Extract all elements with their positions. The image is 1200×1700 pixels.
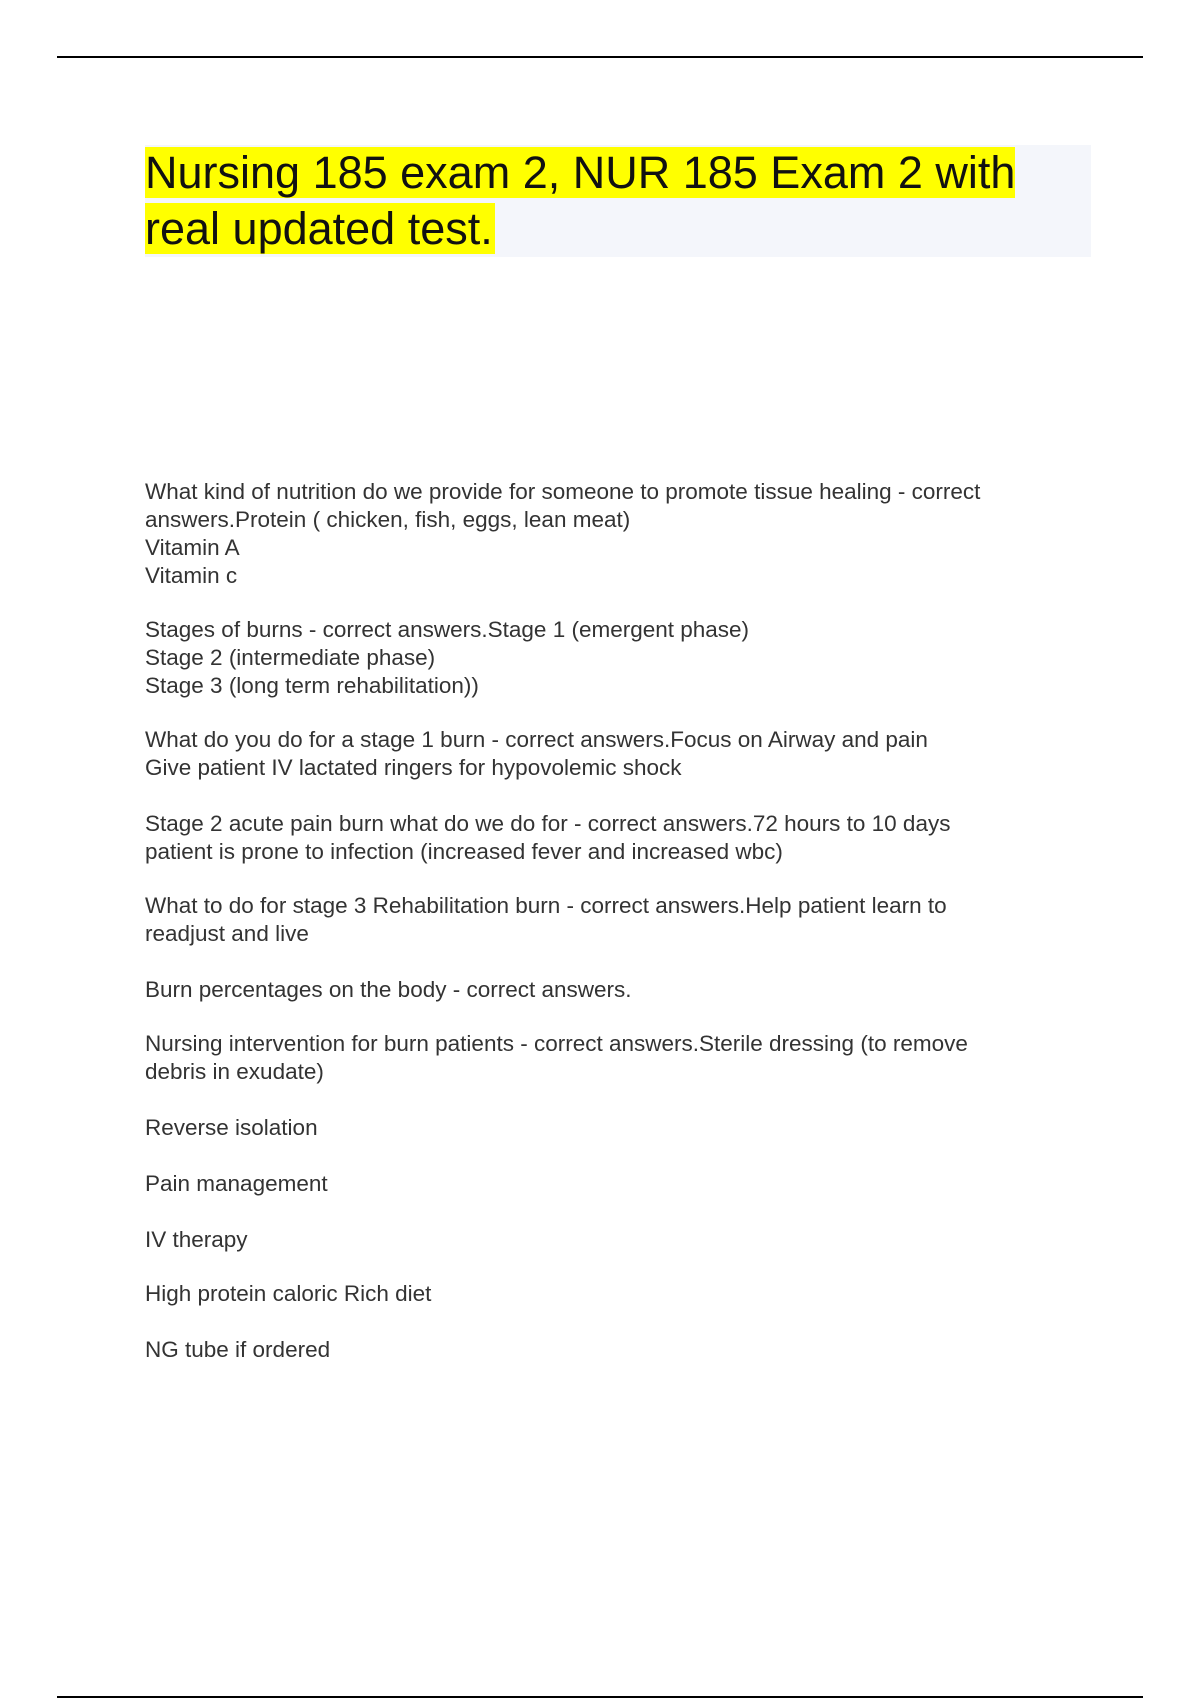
qa-entry xyxy=(145,810,1075,866)
qa-line: IV therapy xyxy=(145,1227,248,1252)
qa-entry xyxy=(145,976,1075,1004)
qa-line: Stage 2 acute pain burn what do we do for - correct answers.72 hours to 10 days xyxy=(145,811,951,836)
top-rule xyxy=(57,56,1143,58)
qa-line: Burn percentages on the body - correct answers. xyxy=(145,977,632,1002)
qa-entry xyxy=(145,1114,1075,1142)
qa-line: answers.Protein ( chicken, fish, eggs, lean meat) xyxy=(145,507,631,532)
qa-entry xyxy=(145,1336,1075,1364)
qa-entry xyxy=(145,616,1075,700)
qa-line: NG tube if ordered xyxy=(145,1337,331,1362)
qa-line: patient is prone to infection (increased fever and increased wbc) xyxy=(145,839,783,864)
qa-line: Reverse isolation xyxy=(145,1115,318,1140)
qa-line: Vitamin c xyxy=(145,563,238,588)
qa-line: Nursing intervention for burn patients - correct answers.Sterile dressing (to remove xyxy=(145,1031,968,1056)
qa-entry xyxy=(145,1226,1075,1254)
qa-content xyxy=(145,478,1075,1364)
qa-line: Stage 3 (long term rehabilitation)) xyxy=(145,673,479,698)
title-block xyxy=(145,145,1091,257)
qa-line: readjust and live xyxy=(145,921,309,946)
qa-line: Stages of burns - correct answers.Stage 1 (emergent phase) xyxy=(145,617,750,642)
document-title-text: Nursing 185 exam 2, NUR 185 Exam 2 with real updated test. xyxy=(145,147,1016,254)
qa-entry xyxy=(145,1170,1075,1198)
qa-entry xyxy=(145,1280,1075,1308)
qa-line: Vitamin A xyxy=(145,535,240,560)
qa-line: Stage 2 (intermediate phase) xyxy=(145,645,436,670)
qa-entry xyxy=(145,726,1075,782)
document-title xyxy=(145,145,1091,257)
qa-line: What do you do for a stage 1 burn - correct answers.Focus on Airway and pain xyxy=(145,727,928,752)
qa-line: Pain management xyxy=(145,1171,328,1196)
qa-line: Give patient IV lactated ringers for hypovolemic shock xyxy=(145,755,682,780)
qa-line: What kind of nutrition do we provide for someone to promote tissue healing - correct xyxy=(145,479,981,504)
qa-entry xyxy=(145,892,1075,948)
qa-line: debris in exudate) xyxy=(145,1059,324,1084)
qa-line: What to do for stage 3 Rehabilitation burn - correct answers.Help patient learn to xyxy=(145,893,947,918)
bottom-rule xyxy=(57,1696,1143,1698)
qa-entry xyxy=(145,478,1075,590)
qa-line: High protein caloric Rich diet xyxy=(145,1281,432,1306)
qa-entry xyxy=(145,1030,1075,1086)
